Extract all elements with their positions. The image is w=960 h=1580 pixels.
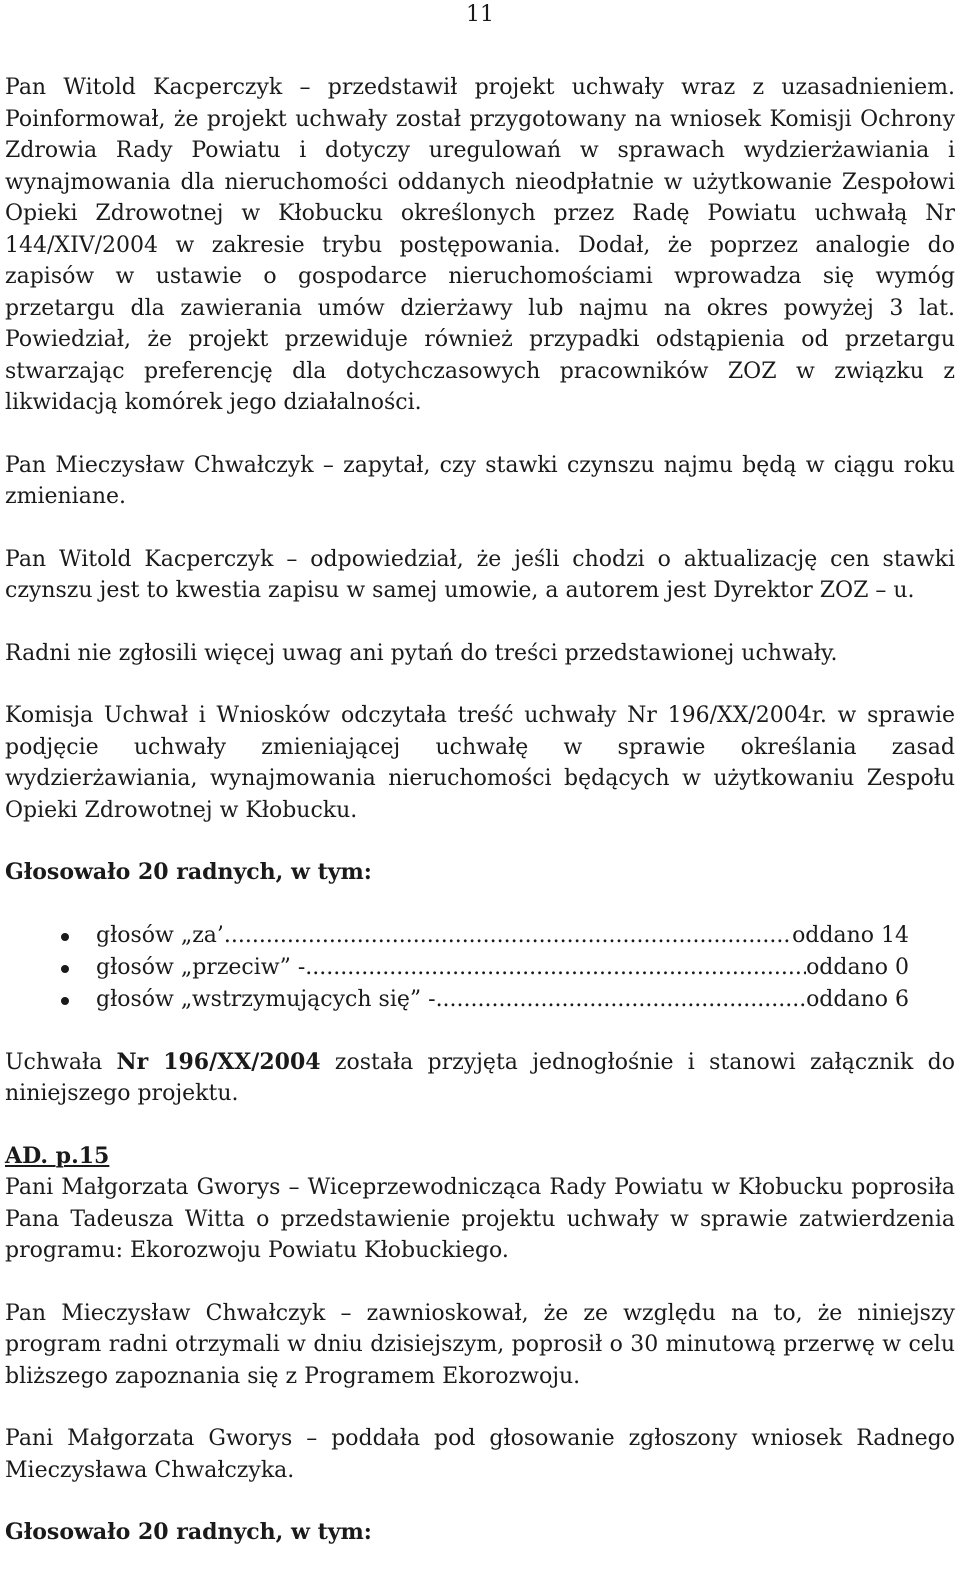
vote-heading: Głosowało 20 radnych, w tym:: [5, 859, 372, 885]
paragraph-no-remarks: Radni nie zgłosili więcej uwag ani pytań do treści przedstawionej uchwały.: [5, 640, 838, 666]
vote-result: oddano 6: [806, 986, 909, 1012]
paragraph-chwalczyk-question: Pan Mieczysław Chwałczyk – zapytał, czy stawki czynszu najmu będą w ciągu roku zmieniane.: [5, 452, 955, 509]
vote-label: głosów „przeciw” -: [96, 954, 306, 980]
dot-leader: [305, 952, 806, 984]
paragraph-kacperczyk-answer: Pan Witold Kacperczyk – odpowiedział, że jeśli chodzi o aktualizację cen stawki czynszu jest to kwestia zapisu w samej umowie, a autorem jest Dyrektor ZOZ – u.: [5, 546, 955, 603]
paragraph-resolution-read: Komisja Uchwał i Wniosków odczytała treść uchwały Nr 196/XX/2004r. w sprawie podjęcie uchwały zmieniającej uchwałę w sprawie określania zasad wydzierżawiania, wynajmowania nieruchomości będących w użytkowaniu Zespołu Opieki Zdrowotnej w Kłobucku.: [5, 703, 955, 823]
resolution-prefix: Uchwała: [5, 1049, 117, 1075]
dot-leader: [224, 920, 792, 952]
vote-item-przeciw: [5, 952, 955, 984]
bullet-icon: [61, 933, 69, 941]
resolution-suffix: została przyjęta jednogłośnie i stanowi załącznik do niniejszego projektu.: [5, 1049, 955, 1106]
vote-heading-2: Głosowało 20 radnych, w tym:: [5, 1519, 372, 1545]
vote-item-za: [5, 920, 955, 952]
paragraph-gworys-request: Pani Małgorzata Gworys – Wiceprzewodnicząca Rady Powiatu w Kłobucku poprosiła Pana Tadeusza Witta o przedstawienie projektu uchwały w sprawie zatwierdzenia programu: Ekorozwoju Powiatu Kłobuckiego.: [5, 1175, 955, 1263]
document-body: [5, 72, 955, 1580]
vote-label: głosów „wstrzymujących się” -: [96, 986, 436, 1012]
vote-label: głosów „za’: [96, 922, 224, 948]
paragraph-chwalczyk-motion: Pan Mieczysław Chwałczyk – zawnioskował, że ze względu na to, że niniejszy program radni otrzymali w dniu dzisiejszym, poprosił o 30 minutową przerwę w celu bliższego zapoznania się z Programem Ekorozwoju.: [5, 1300, 955, 1389]
vote-list: [5, 920, 955, 1016]
paragraph-resolution-adopted: [5, 1047, 955, 1110]
agenda-point-heading: AD. p.15: [5, 1142, 110, 1169]
vote-item-wstrzymujace: [5, 984, 955, 1016]
vote-result: oddano 14: [792, 922, 909, 948]
paragraph-gworys-vote: Pani Małgorzata Gworys – poddała pod głosowanie zgłoszony wniosek Radnego Mieczysława Chwałczyka.: [5, 1426, 955, 1483]
bullet-icon: [61, 965, 69, 973]
resolution-number: Nr 196/XX/2004: [116, 1048, 321, 1075]
bullet-icon: [61, 997, 69, 1005]
paragraph-kacperczyk-presentation: Pan Witold Kacperczyk – przedstawił projekt uchwały wraz z uzasadnieniem. Poinformował, że projekt uchwały został przygotowany na wniosek Komisji Ochrony Zdrowia Rady Powiatu i dotyczy uregulowań w sprawach wydzierżawiania i wynajmowania dla nieruchomości oddanych nieodpłatnie w użytkowanie Zespołowi Opieki Zdrowotnej w Kłobucku określonych przez Radę Powiatu uchwałą Nr 144/XIV/2004 w zakresie trybu postępowania. Dodał, że poprzez analogie do zapisów w ustawie o gospodarce nieruchomościami wprowadza się wymóg przetargu dla zawierania umów dzierżawy lub najmu na okres powyżej 3 lat. Powiedział, że projekt przewiduje również przypadki odstąpienia od przetargu stwarzając preferencję dla dotychczasowych pracowników ZOZ w związku z likwidacją komórek jego działalności.: [5, 75, 955, 415]
page-number: 11: [466, 2, 494, 27]
vote-result: oddano 0: [806, 954, 909, 980]
dot-leader: [436, 984, 807, 1016]
